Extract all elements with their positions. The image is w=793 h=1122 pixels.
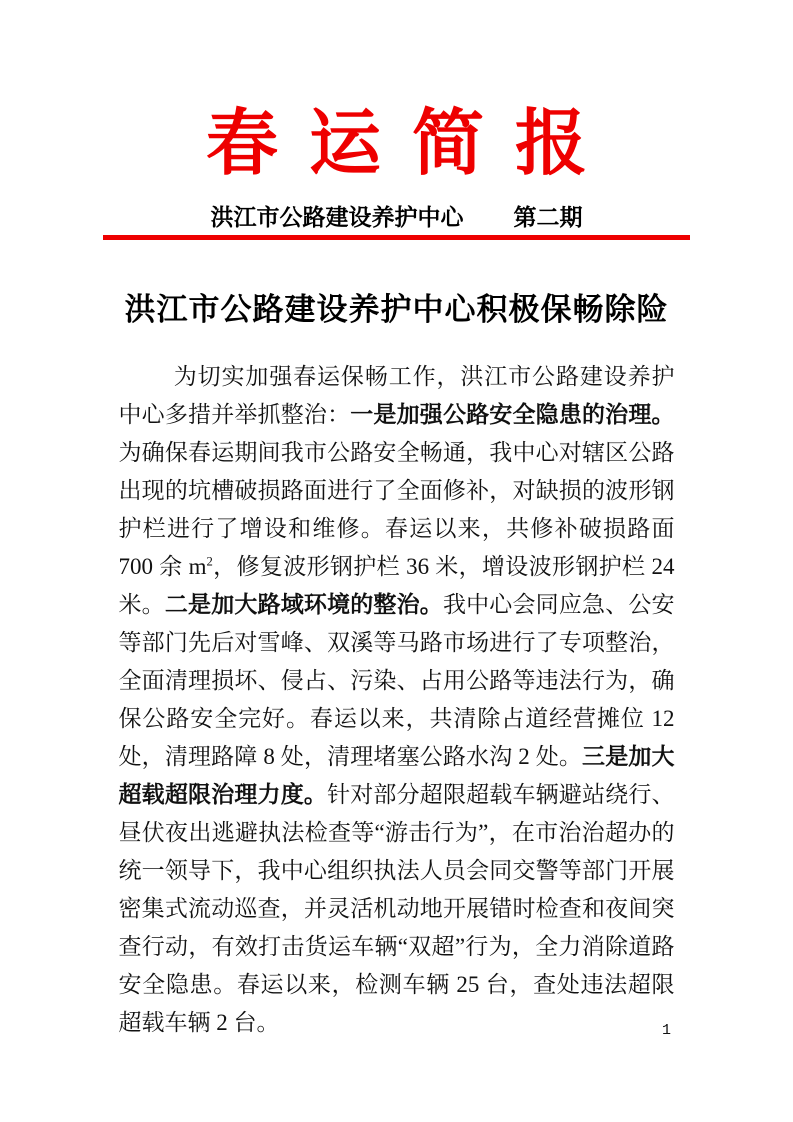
text-segment: ，修复波形钢护栏 36 米，增设波形钢护栏 24 米。 <box>118 554 675 617</box>
bold-text-segment: 三是加大超载超限治理力度。 <box>118 744 675 807</box>
text-segment: 针对部分超限超载车辆避站绕行、昼伏夜出逃避执法检查等“游击行为”，在市治治超办的统一领导下，我中心组织执法人员会同交警等部门开展密集式流动巡查，并灵活机动地开展错时检查和夜间突查行动，有效打击货运车辆“双超”行为，全力消除道路安全隐患。春运以来，检测车辆 25 台，查处违法超限超载车辆 2 台。 <box>118 782 675 1035</box>
bold-text-segment: 二是加大路域环境的整治。 <box>164 592 443 617</box>
bold-text-segment: 一是加强公路安全隐患的治理。 <box>350 402 675 427</box>
bulletin-title: 春 运 简 报 <box>205 104 587 184</box>
text-segment: 2 <box>206 554 213 569</box>
masthead-issue-number: 第二期 <box>513 205 583 230</box>
text-segment: 为确保春运期间我市公路安全畅通，我中心对辖区公路出现的坑槽破损路面进行了全面修补，对缺损的波形钢护栏进行了增设和维修。春运以来，共修补破损路面 700 余 m <box>118 440 675 579</box>
masthead-org: 洪江市公路建设养护中心 <box>210 205 464 230</box>
page-number: 1 <box>662 1022 672 1039</box>
article-paragraph <box>119 358 675 1042</box>
text-segment: 我中心会同应急、公安等部门先后对雪峰、双溪等马路市场进行了专项整治，全面清理损坏、侵占、污染、占用公路等违法行为，确保公路安全完好。春运以来，共清除占道经营摊位 12 处，清理路障 8 处，清理堵塞公路水沟 2 处。 <box>118 592 675 769</box>
article-heading: 洪江市公路建设养护中心积极保畅除险 <box>124 292 669 327</box>
masthead <box>0 205 793 231</box>
text-segment: 为切实加强春运保畅工作，洪江市公路建设养护中心多措并举抓整治： <box>118 364 675 427</box>
masthead-rule <box>103 235 690 240</box>
